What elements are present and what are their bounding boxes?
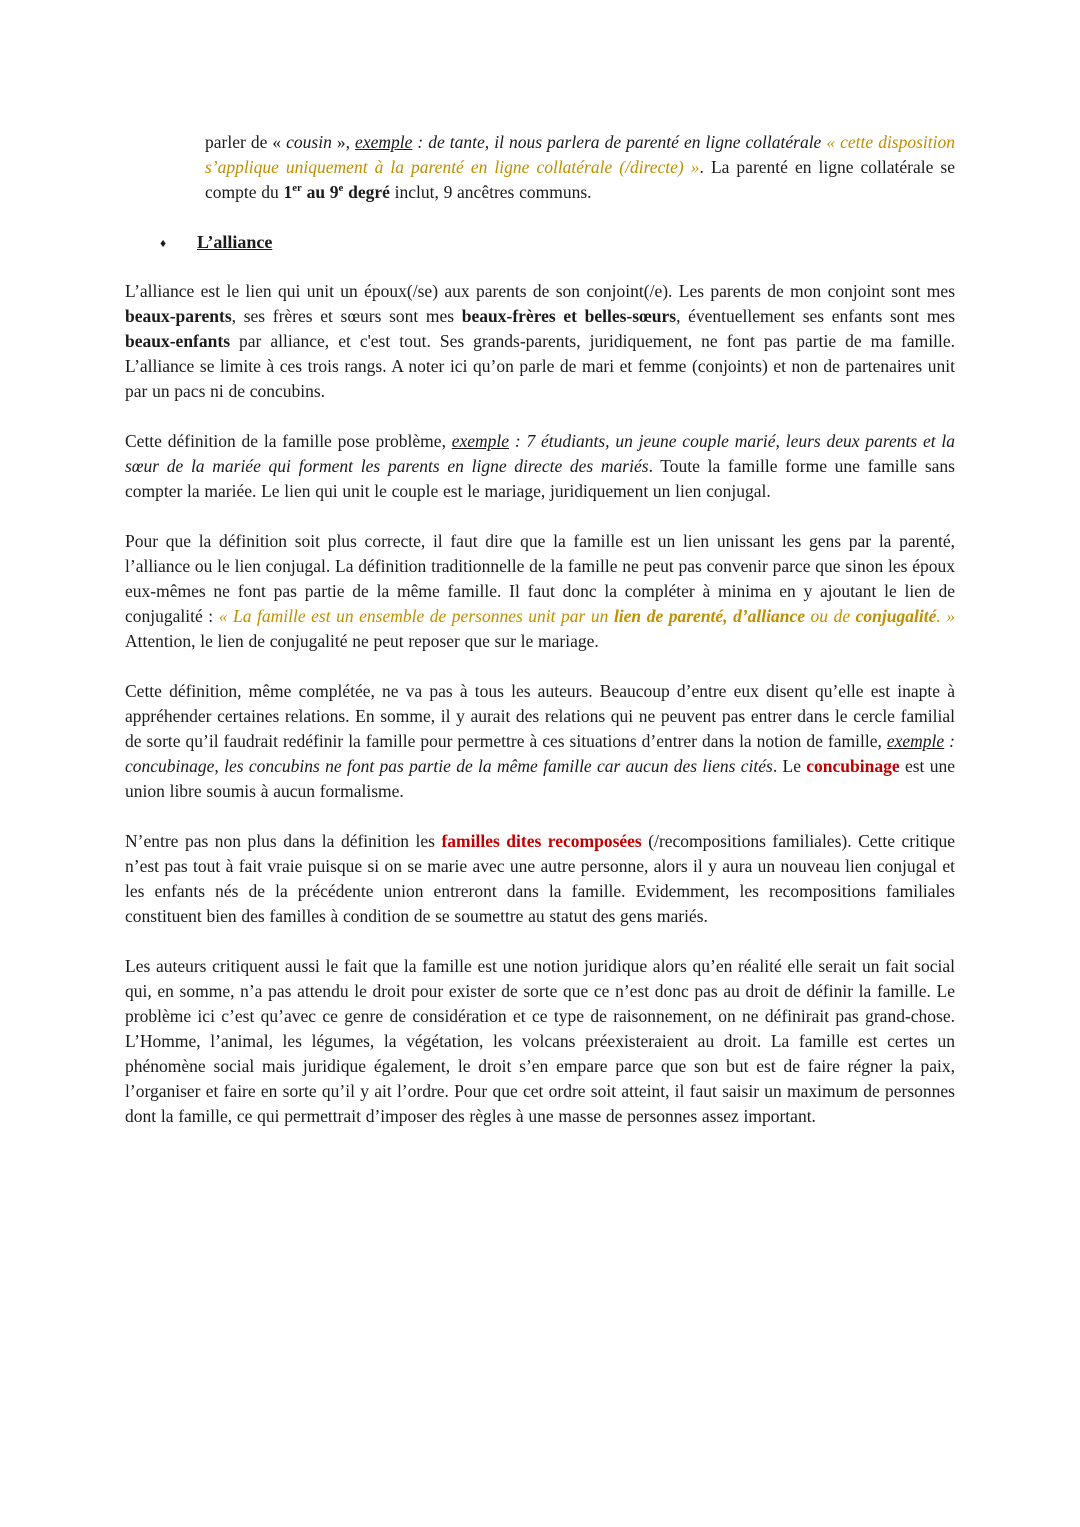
text-run: : xyxy=(944,731,955,751)
text-run: Cette définition, même complétée, ne va pas à tous les auteurs. Beaucoup d’entre eux disent qu’elle est inapte à appréhender certaines relations. En somme, il y aurait des relations qui ne peuvent pas entrer dans le cercle familial de sorte qu’il faudrait redéfinir la famille pour permettre à ces situations d’entrer dans la notion de famille, xyxy=(125,681,955,751)
text-run: (/recompositions familiales). Cette critique n’est pas tout à fait vraie puisque si on se marie avec une autre personne, alors il y aura un nouveau lien conjugal et les enfants nés de la précédente union entreront dans la famille. Evidemment, les recompositions familiales constituent bien des familles à condition de se soumettre au statut des gens mariés. xyxy=(125,831,955,926)
paragraph xyxy=(125,679,955,804)
text-run: familles dites recomposées xyxy=(441,831,642,851)
text-run: ou de xyxy=(805,606,856,626)
text-run: er xyxy=(292,182,302,195)
paragraph xyxy=(125,529,955,654)
text-run: , ses frères et sœurs sont mes xyxy=(231,306,462,326)
paragraph xyxy=(125,829,955,929)
text-run: par alliance, et c'est tout. Ses grands-parents, juridiquement, ne font pas partie de ma famille. L’alliance se limite à ces trois rangs. A noter ici qu’on parle de mari et femme (conjoints) et non de partenaires unit par un pacs ni de concubins. xyxy=(125,331,955,401)
text-run: degré xyxy=(343,182,390,202)
text-run: . » xyxy=(936,606,955,626)
text-run: « cette disposition s’applique uniquement à la parenté en ligne collatérale (/directe) » xyxy=(205,132,956,177)
text-run: beaux-frères et belles-sœurs xyxy=(461,306,677,326)
text-run: lien de parenté, d’alliance xyxy=(613,606,806,626)
text-run: exemple xyxy=(451,431,510,451)
text-run: exemple xyxy=(886,731,945,751)
text-run: au 9 xyxy=(301,182,339,202)
text-run: Pour que la définition soit plus correcte, il faut dire que la famille est un lien unissant les gens par la parenté, l’alliance ou le lien conjugal. La définition traditionnelle de la famille ne peut pas convenir parce que sinon les époux eux-mêmes ne font pas partie de la même famille. Il faut donc la compléter à minima en y ajoutant le lien de conjugalité : xyxy=(125,531,955,626)
text-run: L’alliance xyxy=(197,232,273,252)
text-run: : xyxy=(509,431,527,451)
text-run: concubinage xyxy=(806,756,900,776)
text-run: e xyxy=(338,182,344,195)
text-run: : xyxy=(412,132,429,152)
text-run: , éventuellement ses enfants sont mes xyxy=(676,306,956,326)
text-run: . La parenté en ligne collatérale se compte du xyxy=(205,157,956,202)
text-run: . Le xyxy=(772,756,807,776)
text-run: beaux-parents xyxy=(125,306,232,326)
text-run: exemple xyxy=(355,132,413,152)
text-run: Cette définition de la famille pose problème, xyxy=(125,431,452,451)
paragraph xyxy=(125,954,955,1129)
text-run: », xyxy=(331,132,356,152)
text-run: N’entre pas non plus dans la définition les xyxy=(125,831,442,851)
text-run: Attention, le lien de conjugalité ne peut reposer que sur le mariage. xyxy=(125,631,599,651)
text-run: 1 xyxy=(283,182,293,202)
text-run: cousin xyxy=(286,132,332,152)
text-run: de tante, il nous parlera de parenté en ligne collatérale xyxy=(428,132,827,152)
text-run: beaux-enfants xyxy=(125,331,231,351)
text-run: . Toute la famille forme une famille sans compter la mariée. Le lien qui unit le couple est le mariage, juridiquement un lien conjugal. xyxy=(125,456,955,501)
document-body xyxy=(125,130,955,1129)
section-heading xyxy=(160,230,955,256)
paragraph xyxy=(125,429,955,504)
text-run: inclut, 9 ancêtres communs. xyxy=(389,182,592,202)
paragraph xyxy=(205,130,955,205)
text-run: Les auteurs critiquent aussi le fait que la famille est une notion juridique alors qu’en réalité elle serait un fait social qui, en somme, n’a pas attendu le droit pour exister de sorte que ce n’est donc pas au droit de définir la famille. Le problème ici c’est qu’avec ce genre de considération et ce type de raisonnement, on ne définirait pas grand-chose. L’Homme, l’animal, les légumes, la végétation, les volcans préexisteraient au droit. La famille est certes un phénomène social mais juridique également, le droit s’en empare parce que son but est de faire régner la paix, l’organiser et faire en sorte qu’il y ait l’ordre. Pour que cet ordre soit atteint, il faut saisir un maximum de personnes dont la famille, ce qui permettrait d’imposer des règles à une masse de personnes assez important. xyxy=(125,956,955,1126)
text-run: parler de « xyxy=(205,132,287,152)
text-run: est une union libre soumis à aucun formalisme. xyxy=(125,756,955,801)
text-run: conjugalité xyxy=(855,606,937,626)
text-run: 7 étudiants, un jeune couple marié, leurs deux parents et la sœur de la mariée qui forment les parents en ligne directe des mariés xyxy=(125,431,955,476)
text-run: concubinage, les concubins ne font pas partie de la même famille car aucun des liens cités xyxy=(125,756,773,776)
diamond-bullet-icon: ♦ xyxy=(160,236,167,250)
paragraph xyxy=(125,279,955,404)
text-run: « La famille est un ensemble de personnes unit par un xyxy=(218,606,614,626)
text-run: L’alliance est le lien qui unit un époux(/se) aux parents de son conjoint(/e). Les parents de mon conjoint sont mes xyxy=(125,281,955,301)
